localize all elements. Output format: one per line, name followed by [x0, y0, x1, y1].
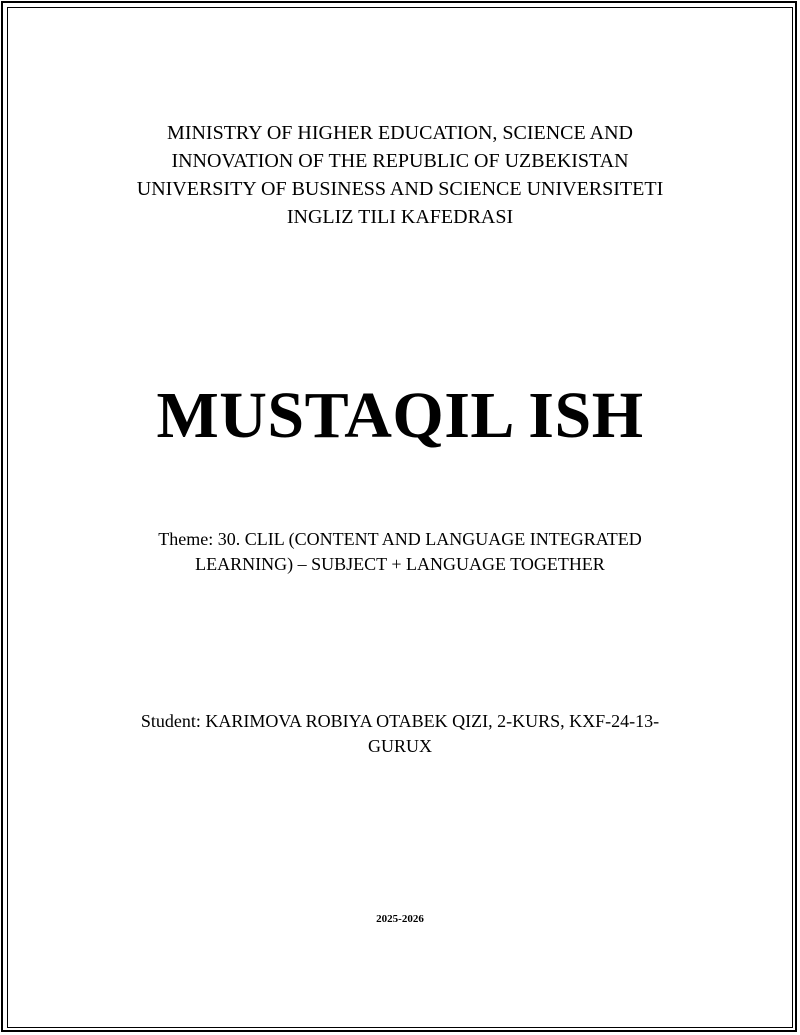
theme-line-1: Theme: 30. CLIL (CONTENT AND LANGUAGE INTEGRATED [158, 529, 642, 549]
document-title: MUSTAQIL ISH [156, 379, 644, 452]
header-line-department: INGLIZ TILI KAFEDRASI [286, 206, 514, 228]
student-line-1: Student: KARIMOVA ROBIYA OTABEK QIZI, 2-KURS, KXF-24-13- [140, 711, 660, 731]
student-line-2: GURUX [367, 736, 432, 756]
academic-year: 2025-2026 [376, 913, 424, 925]
header-line-university: UNIVERSITY OF BUSINESS AND SCIENCE UNIVERSITETI [136, 178, 664, 200]
header-line-ministry: MINISTRY OF HIGHER EDUCATION, SCIENCE AND [167, 122, 633, 144]
header-line-republic: INNOVATION OF THE REPUBLIC OF UZBEKISTAN [171, 150, 629, 172]
theme-line-2: LEARNING) – SUBJECT + LANGUAGE TOGETHER [195, 554, 605, 574]
